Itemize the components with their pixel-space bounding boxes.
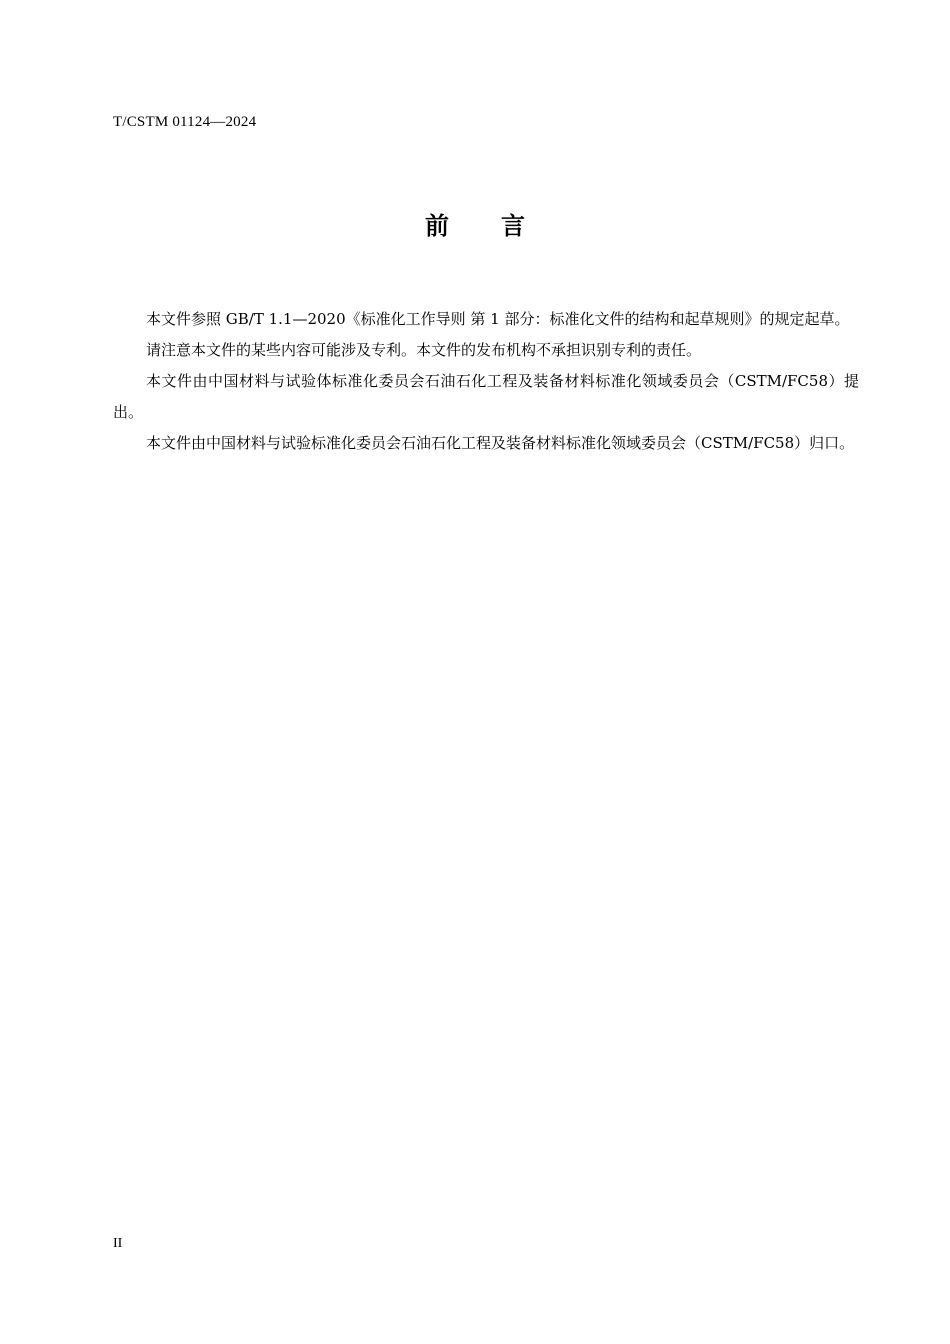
foreword-body: [113, 304, 859, 459]
title-char-2: 言: [501, 212, 525, 240]
title-char-1: 前: [425, 212, 449, 240]
paragraph-reference: 本文件参照 GB/T 1.1—2020《标准化工作导则 第 1 部分：标准化文件的结构和起草规则》的规定起草。: [146, 310, 850, 328]
paragraph-managed-by: 本文件由中国材料与试验标准化委员会石油石化工程及装备材料标准化领域委员会（CSTM/FC58）归口。: [146, 434, 855, 452]
paragraph-proposed-by: 本文件由中国材料与试验体标准化委员会石油石化工程及装备材料标准化领域委员会（CSTM/FC58）提出。: [113, 372, 859, 421]
page-number: II: [113, 1236, 123, 1251]
document-code: T/CSTM 01124—2024: [113, 114, 257, 130]
paragraph-patent-notice: 请注意本文件的某些内容可能涉及专利。本文件的发布机构不承担识别专利的责任。: [146, 341, 702, 359]
page-title: [0, 206, 950, 241]
